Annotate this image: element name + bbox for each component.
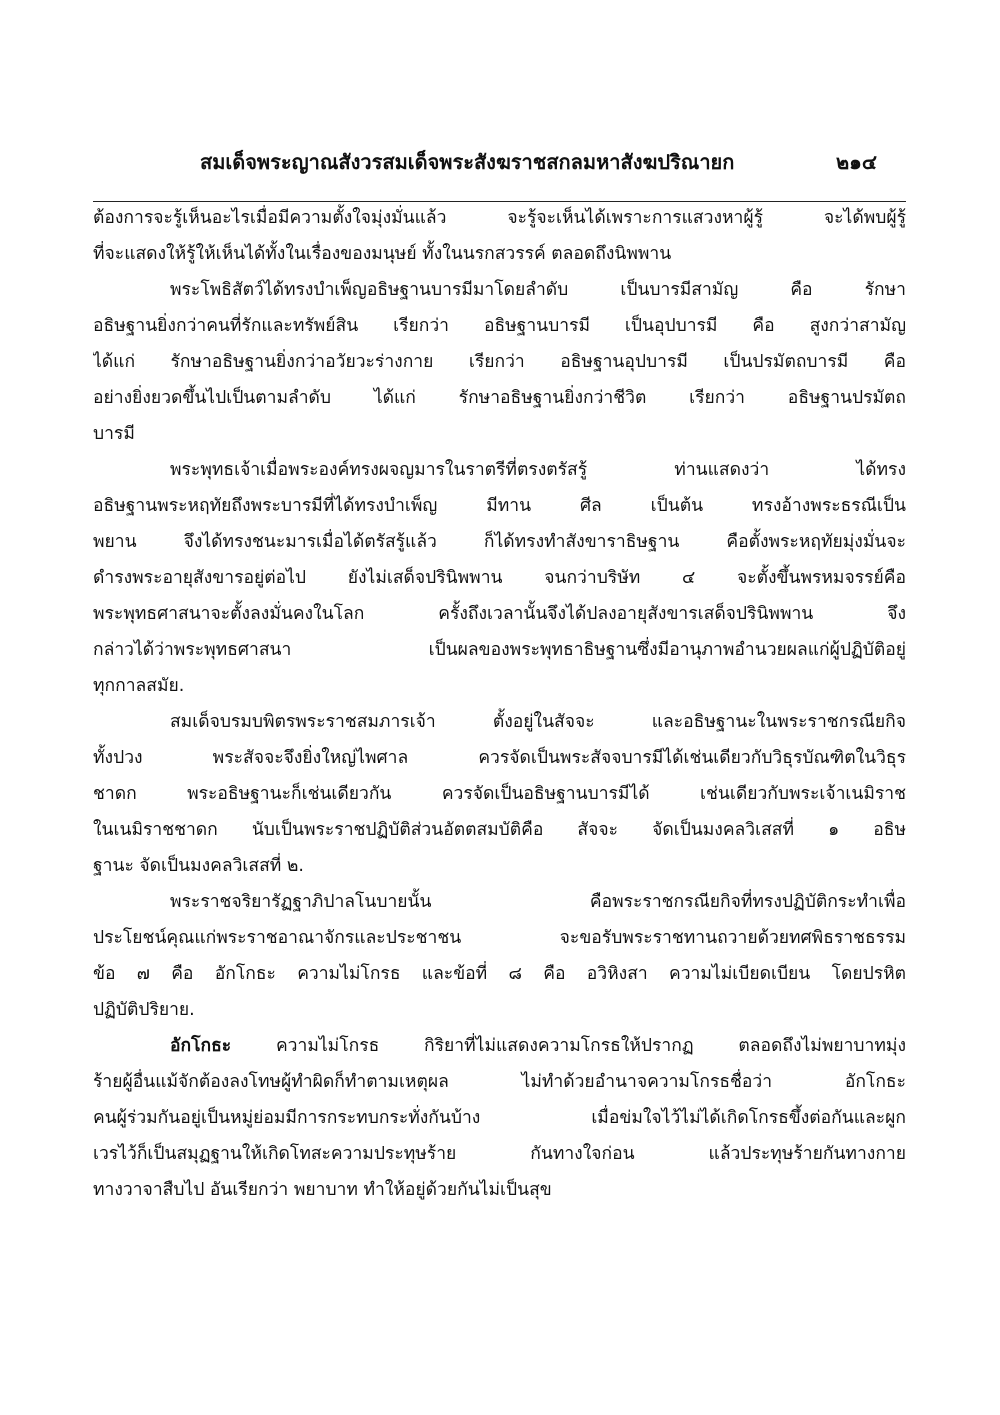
text-line: อธิษฐานพระหฤทัยถึงพระบารมีที่ได้ทรงบำเพ็ญ มีทาน ศีล เป็นต้น ทรงอ้างพระธรณีเป็น — [93, 496, 906, 516]
text-line: พระพุทธเจ้าเมื่อพระองค์ทรงผจญมารในราตรีที่ตรงตรัสรู้ ท่านแสดงว่า ได้ทรง — [170, 460, 906, 480]
text-line: ทางวาจาสืบไป อันเรียกว่า พยาบาท ทำให้อยู่ด้วยกันไม่เป็นสุข — [93, 1180, 552, 1200]
running-title: สมเด็จพระญาณสังวรสมเด็จพระสังฆราชสกลมหาสังฆปริณายก — [200, 150, 735, 174]
text-line: ดำรงพระอายุสังขารอยู่ต่อไป ยังไม่เสด็จปรินิพพาน จนกว่าบริษัท ๔ จะตั้งขึ้นพรหมจรรย์คือ — [93, 568, 906, 588]
text-line: อย่างยิ่งยวดขึ้นไปเป็นตามลำดับ ได้แก่ รักษาอธิษฐานยิ่งกว่าชีวิต เรียกว่า อธิษฐานปรมัตถ — [93, 388, 906, 408]
text-line — [93, 1028, 906, 1064]
text-line: สมเด็จบรมบพิตรพระราชสมภารเจ้า ตั้งอยู่ในสัจจะ และอธิษฐานะในพระราชกรณียกิจ — [170, 712, 906, 732]
text-line: ร้ายผู้อื่นแม้จักต้องลงโทษผู้ทำผิดก็ทำตามเหตุผล ไม่ทำด้วยอำนาจความโกรธชื่อว่า อักโกธะ — [93, 1072, 906, 1092]
bold-term: อักโกธะ — [170, 1036, 232, 1056]
text-line: ที่จะแสดงให้รู้ให้เห็นได้ทั้งในเรื่องของมนุษย์ ทั้งในนรกสวรรค์ ตลอดถึงนิพพาน — [93, 244, 672, 264]
text-line: ทุกกาลสมัย. — [93, 676, 185, 696]
text-line: ในเนมิราชชาดก นับเป็นพระราชปฏิบัติส่วนอัตตสมบัติคือ สัจจะ จัดเป็นมงคลวิเสสที่ ๑ อธิษ — [93, 820, 906, 840]
text-line: ทั้งปวง พระสัจจะจึงยิ่งใหญ่ไพศาล ควรจัดเป็นพระสัจจบารมีได้เช่นเดียวกับวิธุรบัณฑิตในวิธุร — [93, 748, 906, 768]
text-line: อธิษฐานยิ่งกว่าคนที่รักและทรัพย์สิน เรียกว่า อธิษฐานบารมี เป็นอุปบารมี คือ สูงกว่าสามัญ — [93, 316, 906, 336]
text-line: ข้อ ๗ คือ อักโกธะ ความไม่โกรธ และข้อที่ ๘ คือ อวิหิงสา ความไม่เบียดเบียน โดยปรหิต — [93, 964, 906, 984]
text-line: ฐานะ จัดเป็นมงคลวิเสสที่ ๒. — [93, 856, 304, 876]
text-line: ต้องการจะรู้เห็นอะไรเมื่อมีความตั้งใจมุ่งมั่นแล้ว จะรู้จะเห็นได้เพราะการแสวงหาผู้รู้ จะได้พบผู้รู้ — [93, 208, 906, 228]
text-line: พระราชจริยารัฏฐาภิปาลโนบายนั้น คือพระราชกรณียกิจที่ทรงปฏิบัติกระทำเพื่อ — [170, 892, 906, 912]
text-line: ได้แก่ รักษาอธิษฐานยิ่งกว่าอวัยวะร่างกาย เรียกว่า อธิษฐานอุปบารมี เป็นปรมัตถบารมี คือ — [93, 352, 906, 372]
text-line: ประโยชน์คุณแก่พระราชอาณาจักรและประชาชน จะขอรับพระราชทานถวายด้วยทศพิธราชธรรม — [93, 928, 906, 948]
page-number: ๒๑๔ — [836, 150, 878, 174]
text-line-rest: ความไม่โกรธ กิริยาที่ไม่แสดงความโกรธให้ปรากฏ ตลอดถึงไม่พยาบาทมุ่ง — [275, 1036, 906, 1056]
text-line: พระพุทธศาสนาจะตั้งลงมั่นคงในโลก ครั้งถึงเวลานั้นจึงได้ปลงอายุสังขารเสด็จปรินิพพาน จึง — [93, 604, 906, 624]
text-line: กล่าวได้ว่าพระพุทธศาสนา เป็นผลของพระพุทธาธิษฐานซึ่งมีอานุภาพอำนวยผลแก่ผู้ปฏิบัติอยู่ — [93, 640, 906, 660]
text-line: เวรไว้ก็เป็นสมุฏฐานให้เกิดโทสะความประทุษร้าย กันทางใจก่อน แล้วประทุษร้ายกันทางกาย — [93, 1144, 906, 1164]
text-line: พยาน จึงได้ทรงชนะมารเมื่อได้ตรัสรู้แล้ว ก็ได้ทรงทำสังขาราธิษฐาน คือตั้งพระหฤทัยมุ่งมั่นจะ — [93, 532, 906, 552]
text-line: ปฏิบัติปริยาย. — [93, 1000, 195, 1020]
text-line: บารมี — [93, 424, 135, 444]
text-line: คนผู้ร่วมกันอยู่เป็นหมู่ย่อมมีการกระทบกระทั่งกันบ้าง เมื่อข่มใจไว้ไม่ได้เกิดโกรธขึ้งต่อกันและผูก — [93, 1108, 906, 1128]
text-line: พระโพธิสัตว์ได้ทรงบำเพ็ญอธิษฐานบารมีมาโดยลำดับ เป็นบารมีสามัญ คือ รักษา — [170, 280, 906, 300]
text-line: ชาดก พระอธิษฐานะก็เช่นเดียวกัน ควรจัดเป็นอธิษฐานบารมีได้ เช่นเดียวกับพระเจ้าเนมิราช — [93, 784, 906, 804]
